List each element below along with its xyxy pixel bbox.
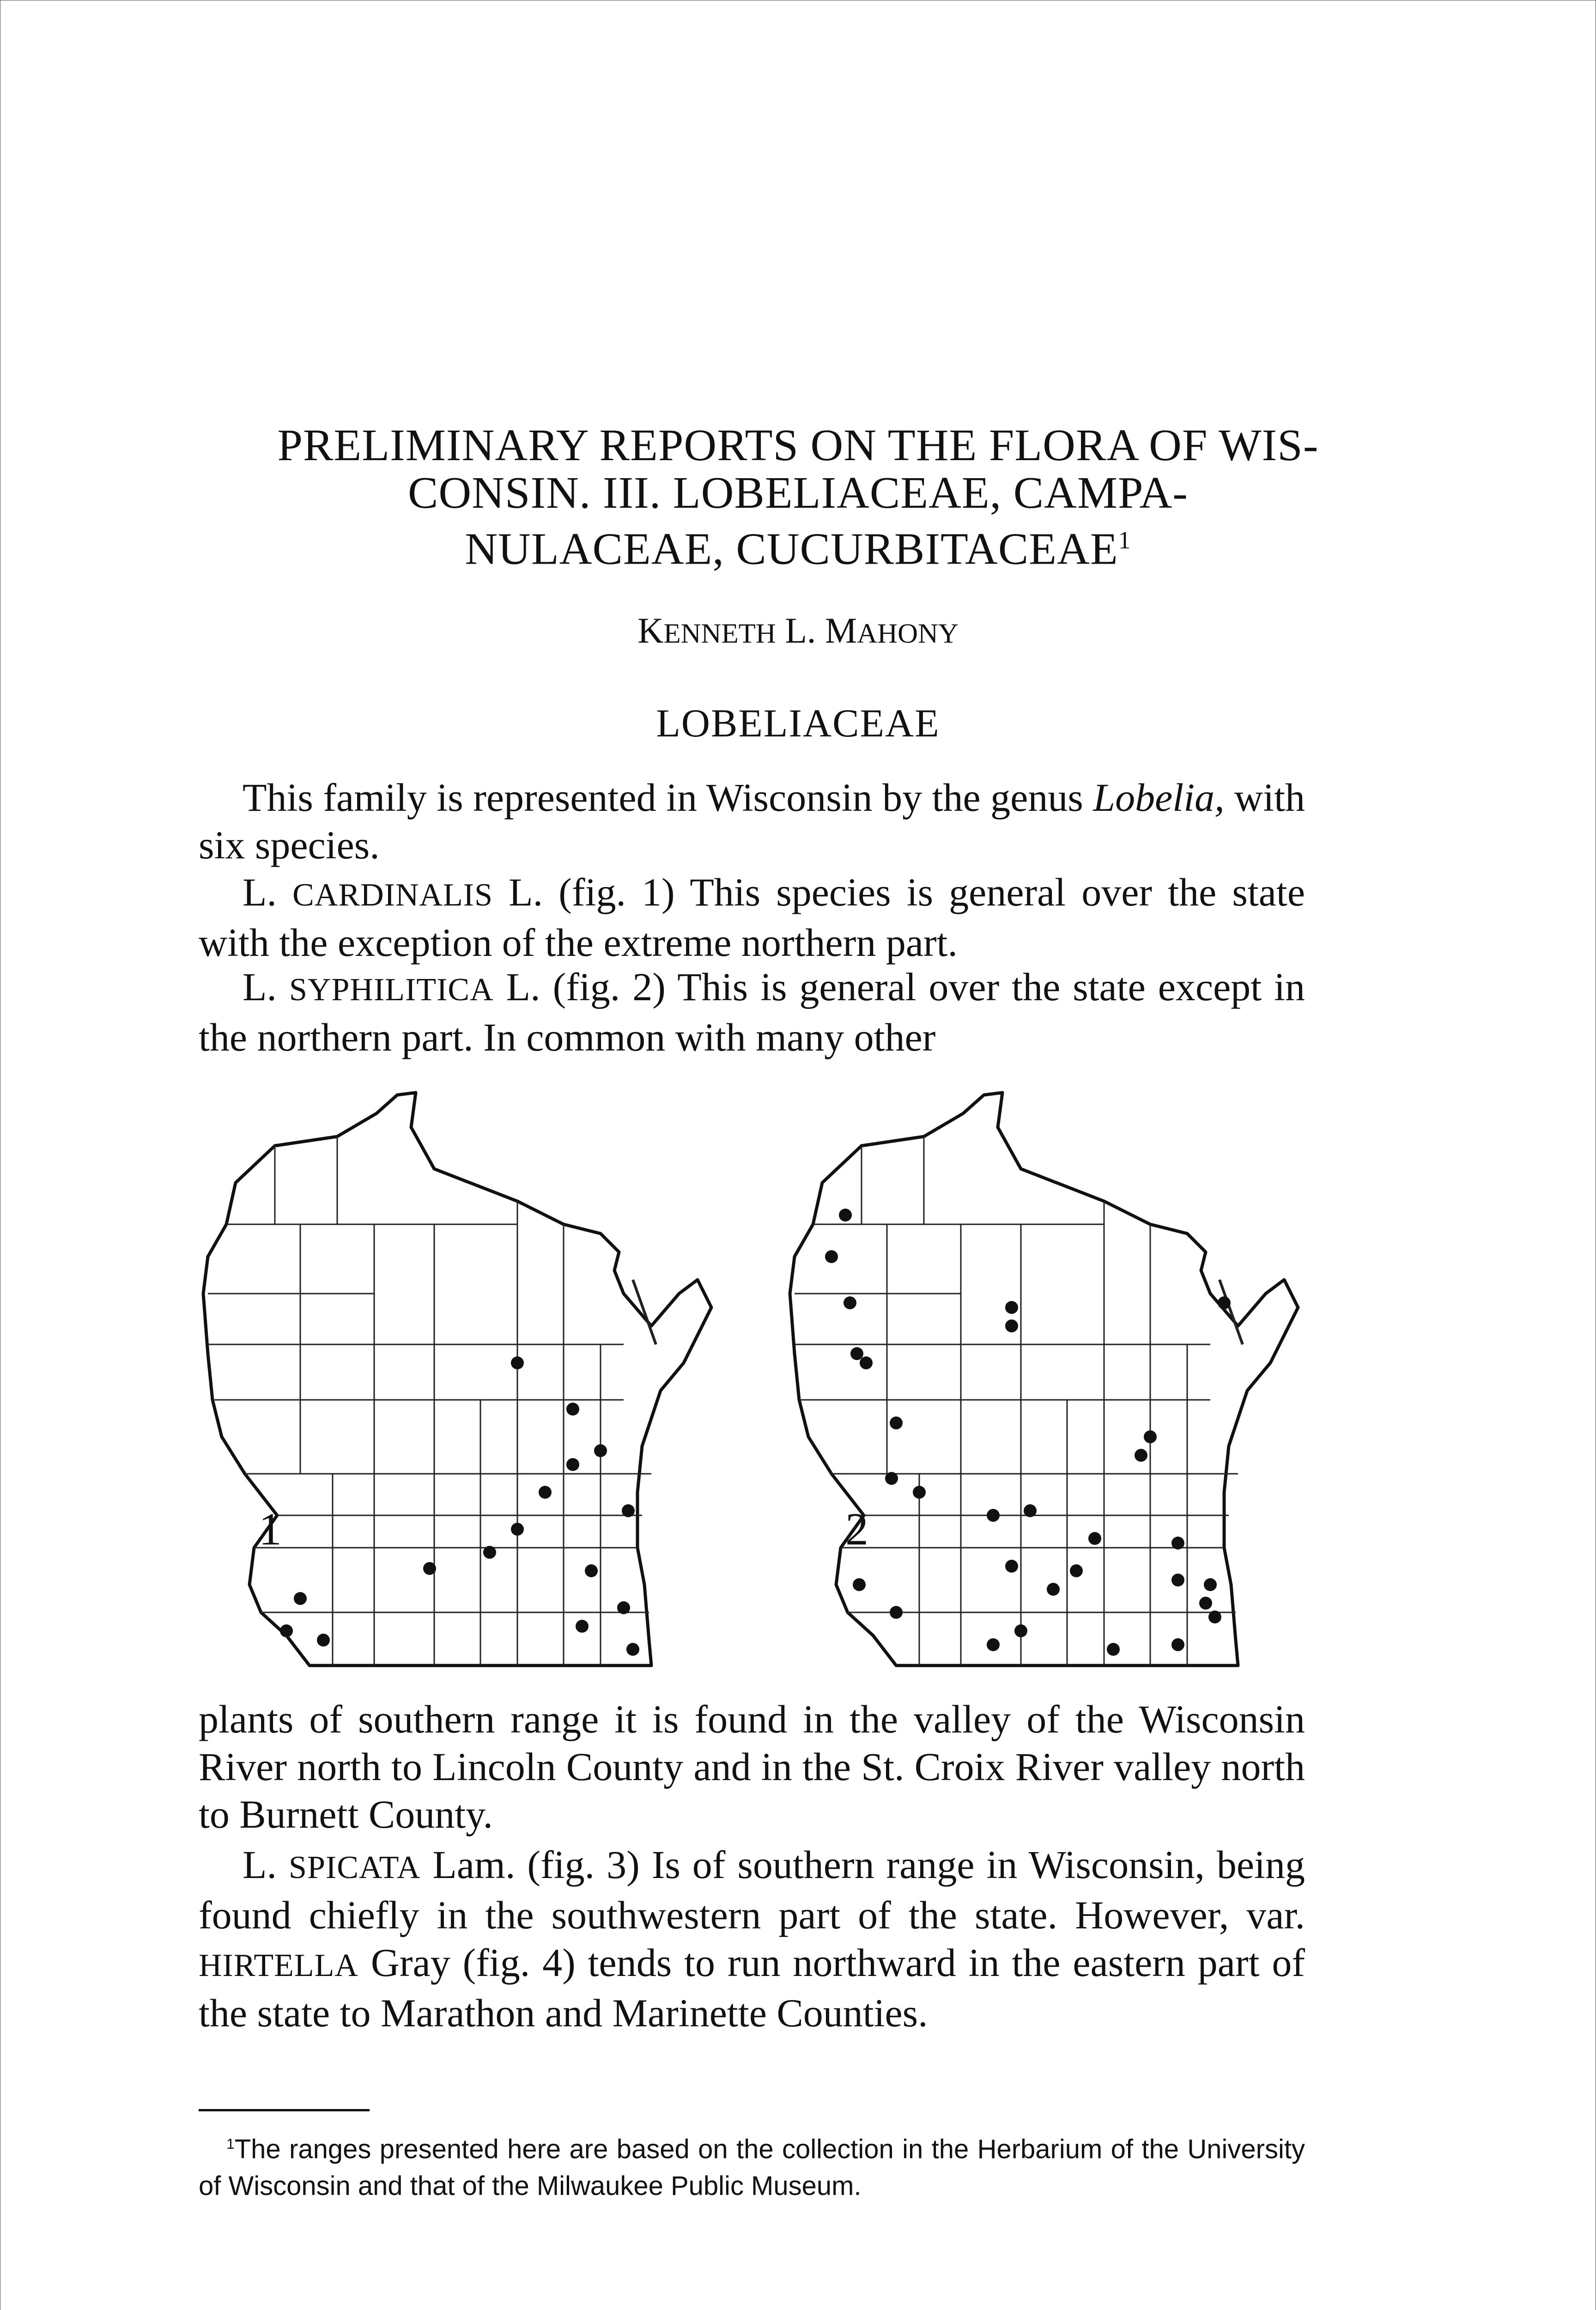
footnote-marker: 1: [226, 2135, 235, 2152]
author-name: KENNETH L. MAHONY: [637, 610, 959, 650]
title-line-3: NULACEAE, CUCURBITACEAE$^1$: [465, 524, 1131, 574]
title-footnote-marker: 1: [1118, 526, 1131, 554]
paragraph-syphilitica: L. SYPHILITICA L. (fig. 2) This is general over the state except in the northern part. In common with many other: [199, 965, 1305, 1059]
figure-2-number: 2: [845, 1503, 868, 1555]
figure-1-map: [194, 1086, 748, 1672]
figure-1-number: 1: [259, 1503, 282, 1555]
paragraph-syphilitica-continued: plants of southern range it is found in the valley of the Wisconsin River north to Lincoln County and in the St. Croix River valley north to Burnett County.: [199, 1697, 1305, 1836]
figure-2-map: [781, 1086, 1335, 1672]
paragraph-intro: This family is represented in Wisconsin by the genus Lobelia, with six species.: [199, 775, 1305, 867]
state-outline: [790, 1093, 1298, 1666]
section-heading: LOBELIACEAE: [656, 701, 940, 745]
title-line-1: PRELIMINARY REPORTS ON THE FLORA OF WIS-: [277, 420, 1319, 470]
paragraph-cardinalis: L. CARDINALIS L. (fig. 1) This species is general over the state with the exception of the extreme northern part.: [199, 870, 1305, 965]
paragraph-spicata: L. SPICATA Lam. (fig. 3) Is of southern range in Wisconsin, being found chiefly in the southwestern part of the state. However, var. HIRTELLA Gray (fig. 4) tends to run northward in the eastern part of the state to Marathon and Marinette Counties.: [199, 1842, 1305, 2035]
state-outline: [203, 1093, 711, 1666]
footnote: $^1$The ranges presented here are based on the collection in the Herbarium of the University of Wisconsin and that of the Milwaukee Public Museum.: [199, 2134, 1305, 2201]
footnote-rule: [199, 2109, 370, 2111]
title-line-2: CONSIN. III. LOBELIACEAE, CAMPA-: [408, 468, 1188, 518]
